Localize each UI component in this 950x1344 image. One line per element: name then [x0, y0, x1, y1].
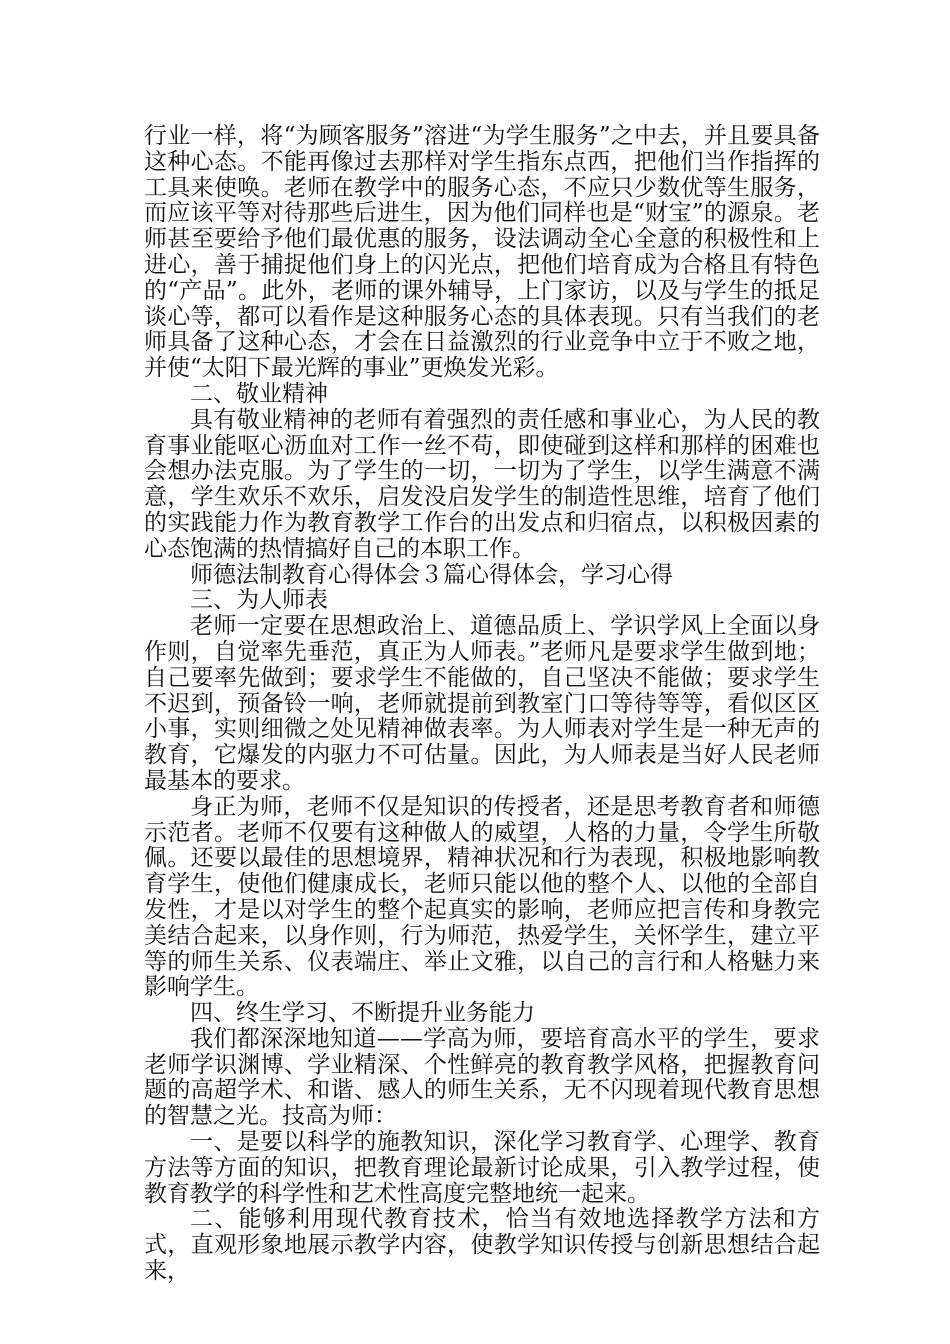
list-item-scientific-knowledge: 一、是要以科学的施教知识，深化学习教育学、心理学、教育方法等方面的知识，把教育理论最新讨论成果，引入教学过程，使教育教学的科学性和艺术性高度完整地统一起来。	[144, 1129, 820, 1207]
body-paragraph-example-teacher: 身正为师，老师不仅是知识的传授者，还是思考教育者和师德示范者。老师不仅要有这种做人的威望，人格的力量，令学生所敬佩。还要以最佳的思想境界，精神状况和行为表现，积极地影响教育学生，使他们健康成长，老师只能以他的整个人、以他的全部自发性，才是以对学生的整个起真实的影响，老师应把言传和身教完美结合起来，以身作则，行为师范，热爱学生，关怀学生，建立平等的师生关系、仪表端庄、举止文雅，以自己的言行和人格魅力来影响学生。	[144, 793, 820, 1001]
document-title-line: 师德法制教育心得体会３篇心得体会，学习心得	[190, 561, 673, 588]
section-heading-role-model: 三、为人师表	[190, 587, 328, 614]
body-paragraph-lifelong-learning: 我们都深深地知道——学高为师，要培育高水平的学生，要求老师学识渊博、学业精深、个性鲜亮的教育教学风格，把握教育问题的高超学术、和谐、感人的师生关系，无不闪现着现代教育思想的智慧之光。技高为师：	[144, 1025, 820, 1130]
section-heading-dedication: 二、敬业精神	[190, 380, 328, 407]
body-paragraph-service-attitude: 行业一样，将“为顾客服务”溶进“为学生服务”之中去，并且要具备这种心态。不能再像过去那样对学生指东点西，把他们当作指挥的工具来使唤。老师在教学中的服务心态，不应只少数优等生服务，而应该平等对待那些后进生，因为他们同样也是“财宝”的源泉。老师甚至要给予他们最优惠的服务，设法调动全心全意的积极性和上进心，善于捕捉他们身上的闪光点，把他们培育成为合格且有特色的“产品”。此外，老师的课外辅导，上门家访，以及与学生的抵足谈心等，都可以看作是这种服务心态的具体表现。只有当我们的老师具备了这种心态，才会在日益激烈的行业竞争中立于不败之地，并使“太阳下最光辉的事业”更焕发光彩。	[144, 123, 820, 382]
section-heading-lifelong-learning: 四、终生学习、不断提升业务能力	[190, 1000, 535, 1027]
document-page	[144, 124, 820, 1285]
list-item-modern-technology: 二、能够利用现代教育技术，恰当有效地选择教学方法和方式，直观形象地展示教学内容，使教学知识传授与创新思想结合起来，	[144, 1206, 820, 1285]
body-paragraph-role-model: 老师一定要在思想政治上、道德品质上、学识学风上全面以身作则，自觉率先垂范，真正为人师表。”老师凡是要求学生做到地；自己要率先做到；要求学生不能做的，自己坚决不能做；要求学生不迟到，预备铃一响，老师就提前到教室门口等待等等，看似区区小事，实则细微之处见精神做表率。为人师表对学生是一种无声的教育，它爆发的内驱力不可估量。因此，为人师表是当好人民老师最基本的要求。	[144, 613, 820, 794]
body-paragraph-dedication: 具有敬业精神的老师有着强烈的责任感和事业心，为人民的教育事业能呕心沥血对工作一丝不苟，即使碰到这样和那样的困难也会想办法克服。为了学生的一切，一切为了学生，以学生满意不满意，学生欢乐不欢乐，启发没启发学生的制造性思维，培育了他们的实践能力作为教育教学工作台的出发点和归宿点，以积极因素的心态饱满的热情搞好自己的本职工作。	[144, 406, 820, 562]
